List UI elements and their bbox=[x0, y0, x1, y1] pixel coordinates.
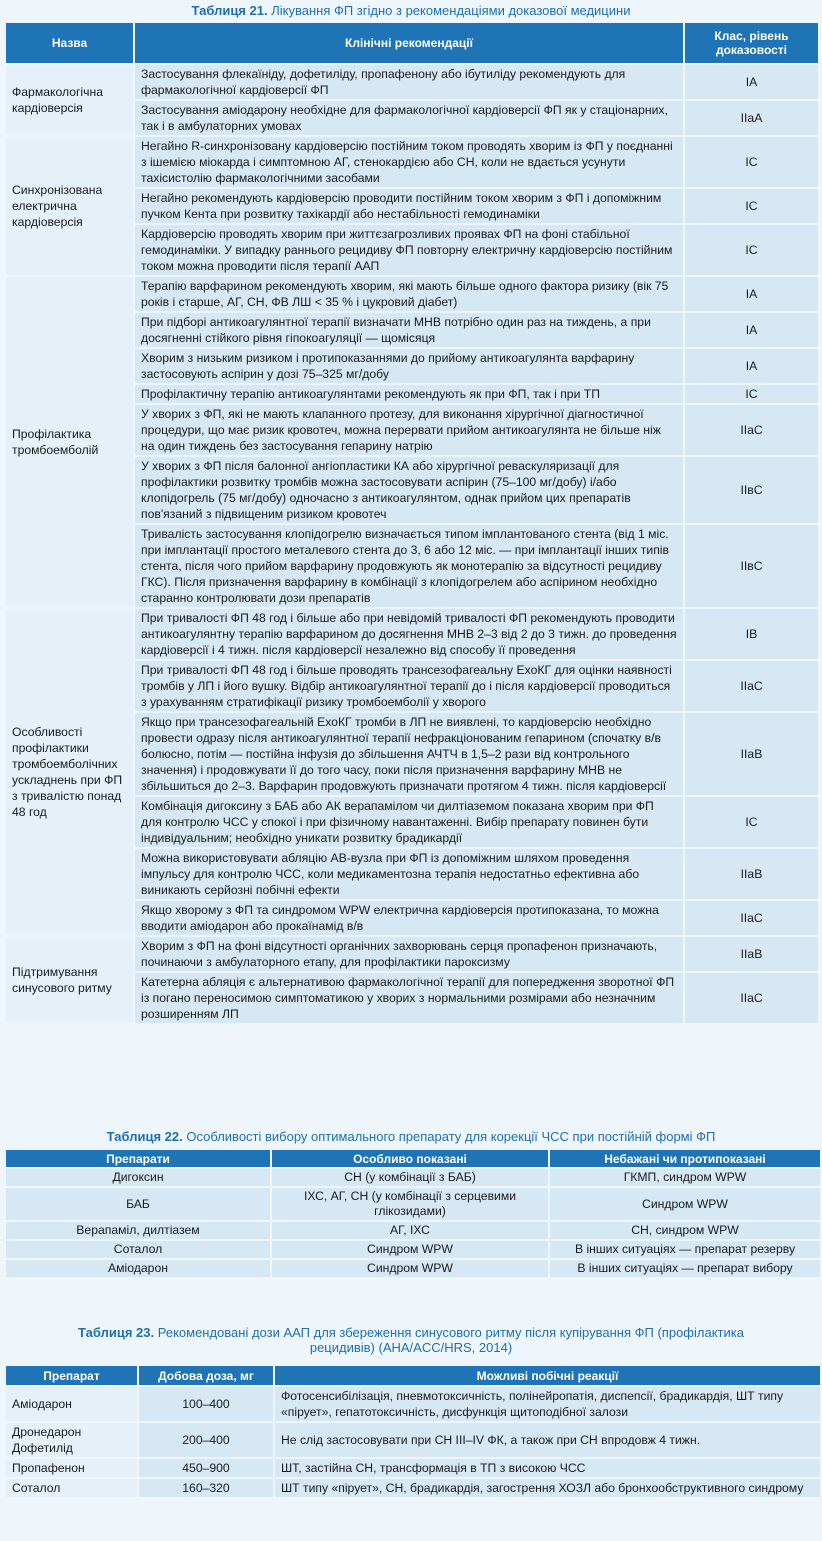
table21-recommendation: Терапію варфарином рекомендують хворим, які мають більше одного фактора ризику (вік 75 років і старше, АГ, СН, ФВ ЛШ < 35 % і цукровий діабет) bbox=[135, 277, 683, 311]
table22-indicated: ІХС, АГ, СН (у комбінації з серцевими глікозидами) bbox=[272, 1188, 548, 1220]
table21-class-level: IC bbox=[685, 797, 818, 847]
table21-recommendation: Комбінація дигоксину з БАБ або АК верапамілом чи дилтіаземом показана хворим при ФП для контролю ЧСС у спокої і при фізичному навантаженні. Вибір препарату повинен бути індивідуальним; необхідно уникати розвитку брадикардії bbox=[135, 797, 683, 847]
table21-row bbox=[6, 609, 818, 659]
table23-header-drug: Препарат bbox=[6, 1366, 137, 1385]
table22-drug: Дигоксин bbox=[6, 1169, 270, 1186]
table21-class-level: IA bbox=[685, 349, 818, 383]
table21-class-level: IIaB bbox=[685, 849, 818, 899]
table21-class-level: IA bbox=[685, 65, 818, 99]
table21-class-level: IA bbox=[685, 277, 818, 311]
table22-caption bbox=[0, 1129, 822, 1144]
table21-recommendation: При тривалості ФП 48 год і більше проводять трансезофагеальну ЕхоКГ для оцінки наявності тромбів у ЛП і його вушку. Відбір антикоагулянтної терапії до і після кардіоверсії проводиться з урахуванням стратифікації ризику тромбоемболії у хворого bbox=[135, 661, 683, 711]
table23-grid bbox=[4, 1364, 822, 1499]
table21-grid bbox=[4, 21, 820, 1025]
table21-header-row bbox=[6, 23, 818, 63]
table21-recommendation: Негайно R-синхронізовану кардіоверсію постійним током проводять хворим із ФП у поєднанні з ішемією міокарда і симптомною АГ, стенокардією або СН, коли не вдається усунути тахісистолію фармакологічними засобами bbox=[135, 137, 683, 187]
table22-indicated: Синдром WPW bbox=[272, 1241, 548, 1258]
table21-caption bbox=[0, 3, 822, 18]
table23-side-effects: Фотосенсибілізація, пневмотоксичність, полінейропатія, диспепсії, брадикардія, ШТ типу «пірует», гепатотоксичність, дисфункція щитоподібної залози bbox=[275, 1387, 820, 1421]
table22-contraindicated: В інших ситуаціях — препарат вибору bbox=[550, 1260, 820, 1277]
table22-row bbox=[6, 1222, 820, 1239]
table21-recommendation: Застосування аміодарону необхідне для фармакологічної кардіоверсії ФП як у стаціонарних, так і в амбулаторних умовах bbox=[135, 101, 683, 135]
table21-header-recommendations: Клінічні рекомендації bbox=[135, 23, 683, 63]
table22 bbox=[4, 1148, 820, 1279]
table21-row bbox=[6, 65, 818, 99]
table21-group-name: Підтримування синусового ритму bbox=[6, 937, 133, 1023]
table21-recommendation: При підборі антикоагулянтної терапії визначати МНВ потрібно один раз на тиждень, а при досягненні стійкого рівня гіпокоагуляції — щомісяця bbox=[135, 313, 683, 347]
table23-caption bbox=[0, 1325, 822, 1355]
table23-header-row bbox=[6, 1366, 820, 1385]
table22-body bbox=[6, 1169, 820, 1277]
table21-recommendation: Якщо хворому з ФП та синдромом WPW електрична кардіоверсія протипоказана, то можна вводити аміодарон або прокаїнамід в/в bbox=[135, 901, 683, 935]
table21-row bbox=[6, 277, 818, 311]
table22-indicated: СН (у комбінації з БАБ) bbox=[272, 1169, 548, 1186]
table22-header-contraindicated: Небажані чи протипоказані bbox=[550, 1150, 820, 1167]
table21-recommendation: У хворих з ФП, які не мають клапанного протезу, для виконання хірургічної діагностичної процедури, що має ризик кровотеч, можна перервати прийом антикоагулянта не більше ніж на один тиждень без застосування гепарину натрію bbox=[135, 405, 683, 455]
table22-drug: Соталол bbox=[6, 1241, 270, 1258]
table21-recommendation: При тривалості ФП 48 год і більше або при невідомій тривалості ФП рекомендують проводити антикоагулянтну терапію варфарином до досягнення МНВ 2–3 від 2 до 3 тижн. до проведення кардіоверсії і 4 тижн. після кардіоверсії незалежно від способу її проведення bbox=[135, 609, 683, 659]
table21-recommendation: Катетерна абляція є альтернативою фармакологічної терапії для попередження зворотної ФП із погано переносимою симптоматикою у хворих з нормальними розмірами або незначним розширенням ЛП bbox=[135, 973, 683, 1023]
table21-class-level: IC bbox=[685, 137, 818, 187]
table23-header-dose: Добова доза, мг bbox=[139, 1366, 273, 1385]
table21-recommendation: Хворим з ФП на фоні відсутності органічних захворювань серця пропафенон призначають, починаючи з амбулаторного етапу, для профілактики пароксизму bbox=[135, 937, 683, 971]
table21-group-name: Профілактика тромбоемболій bbox=[6, 277, 133, 607]
table22-indicated: АГ, ІХС bbox=[272, 1222, 548, 1239]
table21-recommendation: Можна використовувати абляцію АВ-вузла при ФП із допоміжним шляхом проведення імпульсу для контролю ЧСС, коли медикаментозна терапія недостатньо ефективна або виникають серйозні побічні ефекти bbox=[135, 849, 683, 899]
table21-recommendation: Застосування флекаїніду, дофетиліду, пропафенону або ібутиліду рекомендують для фармакологічної кардіоверсії ФП bbox=[135, 65, 683, 99]
table21-class-level: IB bbox=[685, 609, 818, 659]
table23-header-side-effects: Можливі побічні реакції bbox=[275, 1366, 820, 1385]
table22-contraindicated: ГКМП, синдром WPW bbox=[550, 1169, 820, 1186]
table21-recommendation: Хворим з низьким ризиком і протипоказаннями до прийому антикоагулянта варфарину застосовують аспірин у дозі 75–325 мг/добу bbox=[135, 349, 683, 383]
table21-class-level: IIвC bbox=[685, 457, 818, 523]
table22-row bbox=[6, 1188, 820, 1220]
table22-drug: Верапаміл, дилтіазем bbox=[6, 1222, 270, 1239]
table21-class-level: IA bbox=[685, 313, 818, 347]
table22-caption-text: Особливості вибору оптимального препарату для корекції ЧСС при постійній формі ФП bbox=[186, 1129, 716, 1144]
table23-dose: 160–320 bbox=[139, 1479, 273, 1497]
table22-drug: Аміодарон bbox=[6, 1260, 270, 1277]
table23-drug: Пропафенон bbox=[6, 1459, 137, 1477]
table23-dose: 450–900 bbox=[139, 1459, 273, 1477]
table21-body bbox=[6, 65, 818, 1023]
table22-caption-label: Таблиця 22. bbox=[106, 1129, 183, 1144]
table21-row bbox=[6, 937, 818, 971]
table21-header-name: Назва bbox=[6, 23, 133, 63]
table23-dose: 100–400 bbox=[139, 1387, 273, 1421]
table21-header-class: Клас, рівень доказовості bbox=[685, 23, 818, 63]
table22-drug: БАБ bbox=[6, 1188, 270, 1220]
table21-caption-label: Таблиця 21. bbox=[191, 3, 268, 18]
table23-body bbox=[6, 1387, 820, 1497]
table21-recommendation: Кардіоверсію проводять хворим при життєзагрозливих проявах ФП на фоні стабільної гемодинаміки. У випадку раннього рецидиву ФП повторну електричну кардіоверсію постійним током можна проводити після терапії ААП bbox=[135, 225, 683, 275]
table23-caption-text: Рекомендовані дози ААП для збереження синусового ритму після купірування ФП (профілактика рецидивів) (AHA/ACC/HRS, 2014) bbox=[157, 1325, 744, 1355]
table21-recommendation: У хворих з ФП після балонної ангіопластики КА або хірургічної реваскуляризації для профілактики розвитку тромбів можна застосовувати аспірин (75–100 мг/добу) і/або клопідогрель (75 мг/добу) одночасно з антикоагулянтом, однак прийом цих препаратів пов'язаний з підвищеним ризиком кровотеч bbox=[135, 457, 683, 523]
table21-recommendation: Якщо при трансезофагеальній ЕхоКГ тромби в ЛП не виявлені, то кардіоверсію необхідно провести одразу після антикоагулянтної терапії нефракціонованим гепарином (спочатку в/в болюсно, потім — постійна інфузія до збільшення АЧТЧ в 1,5–2 рази від контрольного значення) і продовжувати її до того часу, поки після призначення варфарину МНВ не збільшиться до 2–3. Варфарин продовжують призначати протягом 4 тижн. після кардіоверсії bbox=[135, 713, 683, 795]
table22-contraindicated: СН, синдром WPW bbox=[550, 1222, 820, 1239]
table21-group-name: Особливості профілактики тромбоемболічних ускладнень при ФП з тривалістю понад 48 год bbox=[6, 609, 133, 935]
table23-caption-label: Таблиця 23. bbox=[78, 1325, 155, 1340]
table21-class-level: IIaC bbox=[685, 901, 818, 935]
table23-row bbox=[6, 1423, 820, 1457]
table23-side-effects: ШТ типу «пірует», СН, брадикардія, загострення ХОЗЛ або бронхообструктивного синдрому bbox=[275, 1479, 820, 1497]
table21-class-level: IIaC bbox=[685, 405, 818, 455]
table22-contraindicated: В інших ситуаціях — препарат резерву bbox=[550, 1241, 820, 1258]
table21-class-level: IIaB bbox=[685, 937, 818, 971]
table23-dose: 200–400 bbox=[139, 1423, 273, 1457]
table22-row bbox=[6, 1241, 820, 1258]
table21-class-level: IC bbox=[685, 225, 818, 275]
table22-grid bbox=[4, 1148, 822, 1279]
table22-indicated: Синдром WPW bbox=[272, 1260, 548, 1277]
table23-row bbox=[6, 1479, 820, 1497]
table21-group-name: Фармакологічна кардіоверсія bbox=[6, 65, 133, 135]
table23-row bbox=[6, 1387, 820, 1421]
table21-group-name: Синхронізована електрична кардіоверсія bbox=[6, 137, 133, 275]
table21-class-level: IIaA bbox=[685, 101, 818, 135]
table21-class-level: IIaC bbox=[685, 973, 818, 1023]
table23-side-effects: ШТ, застійна СН, трансформація в ТП з високою ЧСС bbox=[275, 1459, 820, 1477]
table22-header-drugs: Препарати bbox=[6, 1150, 270, 1167]
table21-class-level: IC bbox=[685, 189, 818, 223]
table22-contraindicated: Синдром WPW bbox=[550, 1188, 820, 1220]
table21-recommendation: Тривалість застосування клопідогрелю визначається типом імплантованого стента (від 1 міс. при імплантації простого металевого стента до 3, 6 або 12 міс. — при імплантації інших типів стента, після чого прийом варфарину продовжують як монотерапію за відсутності рецидиву ГКС). Після призначення варфарину в комбінації з клопідогрелем або аспірином необхідно старанно контролювати дози препаратів bbox=[135, 525, 683, 607]
table22-row bbox=[6, 1260, 820, 1277]
table23-drug: Дронедарон Дофетилід bbox=[6, 1423, 137, 1457]
table21-class-level: IC bbox=[685, 385, 818, 403]
table23 bbox=[4, 1364, 820, 1499]
table21-class-level: IIaB bbox=[685, 713, 818, 795]
table21-recommendation: Негайно рекомендують кардіоверсію проводити постійним током хворим з ФП і допоміжним пучком Кента при розвитку тахікардії або нестабільності гемодинаміки bbox=[135, 189, 683, 223]
table23-drug: Аміодарон bbox=[6, 1387, 137, 1421]
table22-header-row bbox=[6, 1150, 820, 1167]
table23-side-effects: Не слід застосовувати при СН III–IV ФК, а також при СН впродовж 4 тижн. bbox=[275, 1423, 820, 1457]
table23-row bbox=[6, 1459, 820, 1477]
table22-row bbox=[6, 1169, 820, 1186]
table21-row bbox=[6, 137, 818, 187]
table21-class-level: IIaC bbox=[685, 661, 818, 711]
table22-header-indicated: Особливо показані bbox=[272, 1150, 548, 1167]
table21 bbox=[4, 21, 820, 1025]
table23-drug: Соталол bbox=[6, 1479, 137, 1497]
table21-class-level: IIвC bbox=[685, 525, 818, 607]
table21-recommendation: Профілактичну терапію антикоагулянтами рекомендують як при ФП, так і при ТП bbox=[135, 385, 683, 403]
table21-caption-text: Лікування ФП згідно з рекомендаціями доказової медицини bbox=[271, 3, 631, 18]
